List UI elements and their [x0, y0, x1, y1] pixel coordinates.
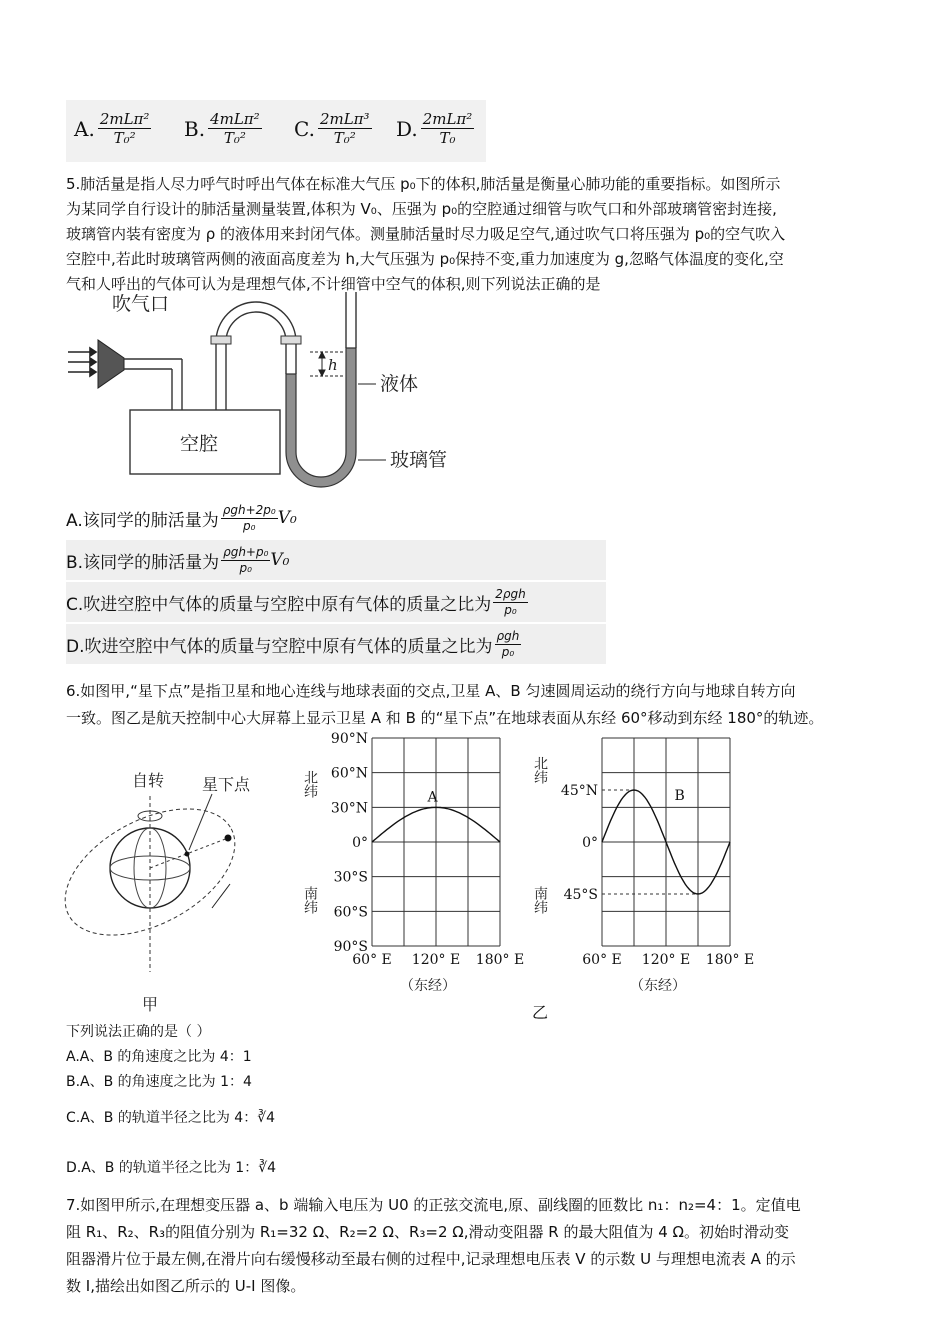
chart-a-x-caption: （东经） — [400, 978, 456, 994]
chart-a-series-label: A — [427, 789, 438, 806]
y-tick-label: 0° — [352, 835, 368, 851]
chart-a-south-label: 南纬 — [302, 886, 318, 914]
chart-b-north-label: 北纬 — [532, 756, 548, 784]
chart-b-series-label: B — [674, 788, 685, 804]
y-tick-label: 45°S — [563, 887, 598, 903]
height-difference-marker — [310, 352, 344, 376]
q5-option-d[interactable]: D.吹进空腔中气体的质量与空腔中原有气体的质量之比为 $\frac{\text{ρgh}}{\text{p₀}}$ — [66, 624, 606, 664]
subpoint-label: 星下点 — [202, 775, 251, 794]
q7-line: 阻 R₁、R₂、R₃的阻值分别为 R₁=32 Ω、R₂=2 Ω、R₃=2 Ω,滑动变阻器 R 的最大阻值为 4 Ω。初始时滑动变 — [66, 1223, 789, 1241]
chart-b-south-label: 南纬 — [532, 886, 548, 914]
cavity-label: 空腔 — [180, 433, 219, 455]
y-tick-label: 90°S — [333, 939, 368, 955]
q4-a-denominator: T₀² — [113, 129, 136, 147]
airflow-arrows-icon — [68, 348, 96, 376]
y-tick-label: 45°N — [560, 783, 598, 799]
x-tick-label: 180° E — [475, 952, 525, 968]
y-tick-label: 90°N — [330, 731, 368, 747]
q6-line: 6.如图甲,“星下点”是指卫星和地心连线与地球表面的交点,卫星 A、B 匀速圆周运动的绕行方向与地球自转方向 — [66, 682, 796, 700]
q6-option-b[interactable]: B.A、B 的角速度之比为 1：4 — [66, 1074, 252, 1090]
orbit-path — [62, 783, 256, 961]
q4-c-numerator: 2mLπ³ — [319, 110, 370, 128]
q5-option-b[interactable]: B.该同学的肺活量为 $\frac{\text{ρgh+p₀}}{\text{p₀}}$ V₀ — [66, 540, 606, 580]
q4-c-denominator: T₀² — [333, 129, 356, 147]
h-label: h — [328, 356, 338, 374]
chart-a-north-label: 北纬 — [302, 770, 318, 798]
q5-line: 空腔中,若此时玻璃管两侧的液面高度差为 h,大气压强为 p₀保持不变,重力加速度为 g,忽略气体温度的变化,空 — [66, 250, 784, 268]
y-tick-label: 30°S — [333, 869, 368, 886]
q4-option-b[interactable]: B. $\frac{\text{4mLπ²}}{\text{T₀²}}$ — [184, 110, 260, 147]
q5-option-c[interactable]: C.吹进空腔中气体的质量与空腔中原有气体的质量之比为 $\frac{\text{2ρgh}}{\text{p₀}}$ — [66, 582, 606, 622]
chart-b-ticks — [561, 783, 754, 968]
fig-yi-caption: 乙 — [532, 1003, 549, 1022]
y-tick-label: 30°N — [330, 800, 368, 817]
q4-option-d[interactable]: D. $\frac{\text{2mLπ²}}{\text{T₀}}$ — [396, 110, 473, 147]
q7-line: 数 I,描绘出如图乙所示的 U-I 图像。 — [66, 1277, 306, 1295]
y-tick-label: 60°N — [330, 765, 368, 782]
q6-line: 一致。图乙是航天控制中心大屏幕上显示卫星 A 和 B 的“星下点”在地球表面从东经 60°移动到东经 180°的轨迹。 — [66, 709, 824, 727]
chart-b — [530, 728, 770, 996]
q7-stem — [66, 1192, 884, 1300]
q6-stem — [66, 678, 884, 732]
chart-a-ticks — [331, 731, 524, 968]
mouthpiece-icon — [98, 340, 124, 388]
lung-capacity-apparatus-figure — [60, 292, 480, 500]
x-tick-label: 60° E — [352, 952, 392, 968]
q4-d-denominator: T₀ — [439, 129, 456, 147]
q4-options-strip — [66, 100, 486, 162]
glass-tube-label: 玻璃管 — [390, 449, 448, 471]
rotation-label: 自转 — [132, 771, 165, 790]
q6-option-d[interactable]: D.A、B 的轨道半径之比为 1：∛4 — [66, 1160, 277, 1176]
earth-satellite-figure — [62, 762, 272, 1018]
q4-b-numerator: 4mLπ² — [210, 110, 260, 128]
chart-a-grid — [372, 738, 500, 946]
inlet-label: 吹气口 — [112, 293, 170, 315]
x-tick-label: 60° E — [582, 952, 622, 968]
x-tick-label: 180° E — [705, 952, 755, 968]
q4-b-denominator: T₀² — [223, 129, 246, 147]
q5-option-a[interactable]: A.该同学的肺活量为 $\frac{\text{ρgh+2p₀}}{\text{p₀}}$ V₀ — [66, 502, 297, 533]
q5-stem — [66, 172, 884, 297]
x-tick-label: 120° E — [411, 952, 461, 968]
q6-option-c[interactable]: C.A、B 的轨道半径之比为 4：∛4 — [66, 1110, 276, 1126]
fig-jia-caption: 甲 — [142, 995, 159, 1014]
q5-line: 为某同学自行设计的肺活量测量装置,体积为 V₀、压强为 p₀的空腔通过细管与吹气口和外部玻璃管密封连接, — [66, 200, 777, 218]
tube-clamp-left — [211, 336, 231, 344]
y-tick-label: 60°S — [333, 904, 368, 921]
q7-line: 7.如图甲所示,在理想变压器 a、b 端输入电压为 U0 的正弦交流电,原、副线圈的匝数比 n₁：n₂=4：1。定值电 — [66, 1196, 801, 1214]
liquid-label: 液体 — [380, 373, 419, 395]
inlet-tube — [124, 359, 182, 410]
q4-d-numerator: 2mLπ² — [422, 110, 473, 128]
q4-a-numerator: 2mLπ² — [99, 110, 150, 128]
q6-question: 下列说法正确的是（ ） — [66, 1024, 211, 1040]
tube-clamp-right — [281, 336, 301, 344]
y-tick-label: 0° — [582, 835, 598, 851]
q7-line: 阻器滑片位于最左侧,在滑片向右缓慢移动至最右侧的过程中,记录理想电压表 V 的示数 U 与理想电流表 A 的示 — [66, 1250, 796, 1268]
subpoint-pointer — [189, 794, 212, 850]
q4-option-c[interactable]: C. $\frac{\text{2mLπ³}}{\text{T₀²}}$ — [294, 110, 370, 147]
chart-a — [300, 728, 540, 996]
q5-line: 5.肺活量是指人尽力呼气时呼出气体在标准大气压 p₀下的体积,肺活量是衡量心肺功能的重要指标。如图所示 — [66, 175, 781, 193]
x-tick-label: 120° E — [641, 952, 691, 968]
connector-tube — [216, 302, 296, 410]
subpoint-dot — [185, 852, 190, 857]
q5-line: 玻璃管内装有密度为 ρ 的液体用来封闭气体。测量肺活量时尽力吸足空气,通过吹气口将压强为 p₀的空气吹入 — [66, 225, 786, 243]
q5-line: 气和人呼出的气体可认为是理想气体,不计细管中空气的体积,则下列说法正确的是 — [66, 275, 601, 293]
chart-b-x-caption: （东经） — [630, 978, 686, 994]
q6-option-a[interactable]: A.A、B 的角速度之比为 4：1 — [66, 1049, 252, 1065]
q4-option-a[interactable]: A. $\frac{\text{2mLπ²}}{\text{T₀²}}$ — [74, 110, 150, 147]
